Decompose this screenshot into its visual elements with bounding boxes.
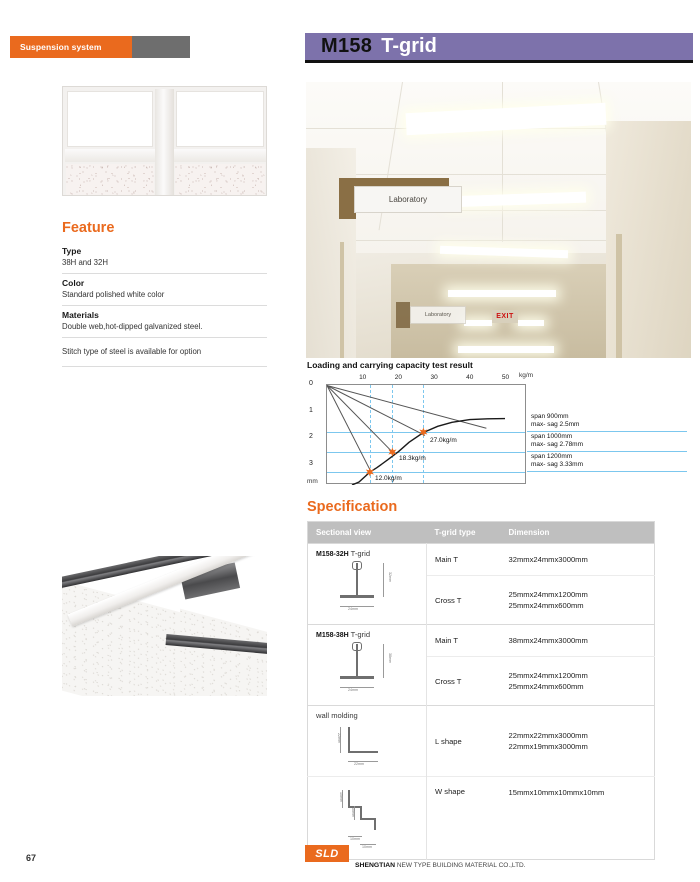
category-tab-label: Suspension system xyxy=(10,36,132,58)
dimension-cell xyxy=(501,777,655,860)
dimension-cell xyxy=(501,576,655,625)
recessed-light-fixture xyxy=(518,320,544,326)
dimension-value: 22mmx22mmx3000mm xyxy=(508,731,588,740)
profile-drawing-tee xyxy=(326,561,418,615)
section-code-label xyxy=(316,630,418,639)
chart-y-unit: mm xyxy=(307,478,318,485)
section-code: M158-32H xyxy=(316,551,349,558)
dimension-text: 10mm xyxy=(362,845,372,849)
column-header-dimension: Dimension xyxy=(501,522,655,544)
table-header-row xyxy=(308,522,655,544)
chart-y-tick: 1 xyxy=(309,407,313,414)
profile-drawing-w-shape xyxy=(326,788,418,850)
category-tab-accent xyxy=(132,36,190,58)
ceiling-grid-line xyxy=(502,82,503,242)
column-header-sectional-view: Sectional view xyxy=(308,522,427,544)
cross-section-product-photo xyxy=(62,86,267,196)
column-header-tgrid-type: T-grid type xyxy=(427,522,501,544)
profile-segment xyxy=(374,818,376,830)
feature-note: Stitch type of steel is available for option xyxy=(62,347,202,356)
feature-label: Color xyxy=(62,278,85,288)
dimension-line-height xyxy=(383,644,384,678)
legend-span: span 1200mm xyxy=(531,453,573,460)
dimension-text-height: 38mm xyxy=(388,653,392,663)
dimension-value: 38mmx24mmx3000mm xyxy=(508,636,588,646)
dimension-cell xyxy=(501,625,655,657)
company-name-rest: NEW TYPE BUILDING MATERIAL CO.,LTD. xyxy=(396,862,526,869)
table-row xyxy=(308,625,655,657)
sign-mount-side-far xyxy=(396,302,410,328)
chart-reference-line-extension xyxy=(527,431,687,432)
laboratory-sign-primary: Laboratory xyxy=(354,186,462,213)
sectional-view-cell xyxy=(308,706,427,777)
profile-bulb xyxy=(352,642,362,651)
category-tab xyxy=(10,36,190,58)
dimension-cell xyxy=(501,706,655,777)
specification-table xyxy=(307,521,655,860)
section-code-label xyxy=(316,549,418,558)
dimension-value: 25mmx24mmx1200mm xyxy=(508,590,588,600)
profile-flange xyxy=(340,676,374,679)
product-code: M158 xyxy=(321,35,373,57)
feature-value: 38H and 32H xyxy=(62,258,108,267)
chart-point-label: 18.3kg/m xyxy=(399,455,426,462)
chart-y-tick: 2 xyxy=(309,433,313,440)
tgrid-type-cell: Main T xyxy=(427,544,501,576)
load-capacity-chart xyxy=(307,372,691,500)
chart-reference-line-extension xyxy=(527,451,687,452)
tgrid-type-cell: Main T xyxy=(427,625,501,657)
feature-row xyxy=(62,242,267,274)
hero-corridor-photo xyxy=(306,82,691,358)
dimension-text: 10mm xyxy=(350,837,360,841)
product-name: T-grid xyxy=(381,35,437,57)
feature-value: Standard polished white color xyxy=(62,290,165,299)
dimension-line-height xyxy=(383,563,384,597)
section-code: M158-38H xyxy=(316,632,349,639)
specification-heading: Specification xyxy=(307,499,398,515)
product-title-bar xyxy=(305,33,693,63)
chart-title: Loading and carrying capacity test result xyxy=(307,360,473,370)
chart-x-unit: kg/m xyxy=(519,372,534,379)
dimension-value: 15mmx10mmx10mmx10mm xyxy=(508,788,605,797)
profile-drawing-tee xyxy=(326,642,418,696)
profile-bulb xyxy=(352,561,362,570)
dimension-text-height: 22mm xyxy=(337,733,341,743)
tgrid-type-cell: Cross T xyxy=(435,676,462,686)
recessed-light-fixture xyxy=(458,346,554,353)
recessed-light-fixture xyxy=(464,320,492,326)
logo-text: SLD xyxy=(315,847,339,860)
dimension-cell xyxy=(501,544,655,576)
dimension-text-width: 22mm xyxy=(354,762,364,766)
chart-x-tick: 40 xyxy=(466,374,474,381)
chart-deflection-curve xyxy=(327,385,527,485)
legend-sag: max- sag 3.33mm xyxy=(531,461,584,469)
feature-row xyxy=(62,274,267,306)
sectional-view-cell xyxy=(308,544,427,625)
company-name-bold: SHENGTIAN xyxy=(355,862,396,869)
profile-leg-vertical xyxy=(348,727,350,753)
chart-plot-area xyxy=(326,374,526,484)
table-row xyxy=(308,544,655,576)
ceiling-panel-left xyxy=(67,91,153,147)
dimension-value: 22mmx19mmx3000mm xyxy=(508,742,588,751)
profile-leg-horizontal xyxy=(348,751,378,753)
chart-point-label: 27.0kg/m xyxy=(430,437,457,444)
dimension-value: 25mmx24mmx1200mm xyxy=(508,671,588,681)
tee-rail-vertical xyxy=(155,89,174,195)
chart-point-label: 12.0kg/m xyxy=(375,475,402,482)
company-logo xyxy=(305,845,349,862)
section-name-label xyxy=(316,711,418,720)
exit-sign: EXIT xyxy=(492,310,518,323)
feature-row xyxy=(62,306,267,338)
dimension-value: 32mmx24mmx3000mm xyxy=(508,555,588,565)
chart-x-tick: 50 xyxy=(501,374,510,381)
tgrid-type-cell: L shape xyxy=(427,706,501,777)
feature-label: Type xyxy=(62,246,82,256)
dimension-value: 25mmx24mmx600mm xyxy=(508,601,584,611)
mineral-tile-left xyxy=(66,164,154,195)
chart-x-tick: 10 xyxy=(359,374,367,381)
recessed-light-fixture xyxy=(448,290,556,297)
dimension-text-width: 24mm xyxy=(348,607,358,611)
dimension-value: 25mmx24mmx600mm xyxy=(508,682,584,692)
feature-list xyxy=(62,242,267,367)
feature-label: Materials xyxy=(62,310,99,320)
profile-flange xyxy=(340,595,374,598)
chart-legend-item xyxy=(531,453,583,470)
tgrid-type-cell: W shape xyxy=(435,787,465,796)
chart-legend-item xyxy=(531,413,579,430)
installation-product-photo xyxy=(62,556,267,696)
mineral-tile-right xyxy=(175,164,265,195)
dimension-text: 15mm xyxy=(339,792,343,802)
legend-sag: max- sag 2.5mm xyxy=(531,421,580,429)
legend-span: span 1000mm xyxy=(531,433,573,440)
section-name: T-grid xyxy=(350,630,371,639)
chart-y-tick: 0 xyxy=(309,380,313,387)
profile-drawing-l-shape xyxy=(326,723,418,767)
chart-x-tick: 30 xyxy=(430,374,438,381)
section-name: wall molding xyxy=(316,711,358,720)
legend-sag: max- sag 2.78mm xyxy=(531,441,584,449)
feature-value: Double web,hot-dipped galvanized steel. xyxy=(62,322,203,331)
dimension-text: 10mm xyxy=(351,807,355,817)
chart-reference-line-extension xyxy=(527,471,687,472)
chart-y-tick: 3 xyxy=(309,460,313,467)
dimension-text-width: 24mm xyxy=(348,688,358,692)
ceiling-panel-right xyxy=(176,91,264,147)
page-number: 67 xyxy=(26,853,37,863)
chart-x-tick: 20 xyxy=(394,374,403,381)
feature-heading: Feature xyxy=(62,220,115,236)
company-name xyxy=(355,862,526,869)
laboratory-sign-secondary: Laboratory xyxy=(410,306,466,324)
section-name: T-grid xyxy=(350,549,371,558)
table-row xyxy=(308,777,655,860)
dimension-text-height: 32mm xyxy=(388,572,392,582)
feature-note-row xyxy=(62,338,267,367)
table-row xyxy=(308,706,655,777)
dimension-cell xyxy=(501,657,655,706)
door-frame-left xyxy=(340,242,344,358)
tgrid-type-cell: Cross T xyxy=(435,595,462,605)
door-frame-right xyxy=(616,234,622,358)
sectional-view-cell xyxy=(308,625,427,706)
legend-span: span 900mm xyxy=(531,413,569,420)
chart-legend-item xyxy=(531,433,583,450)
